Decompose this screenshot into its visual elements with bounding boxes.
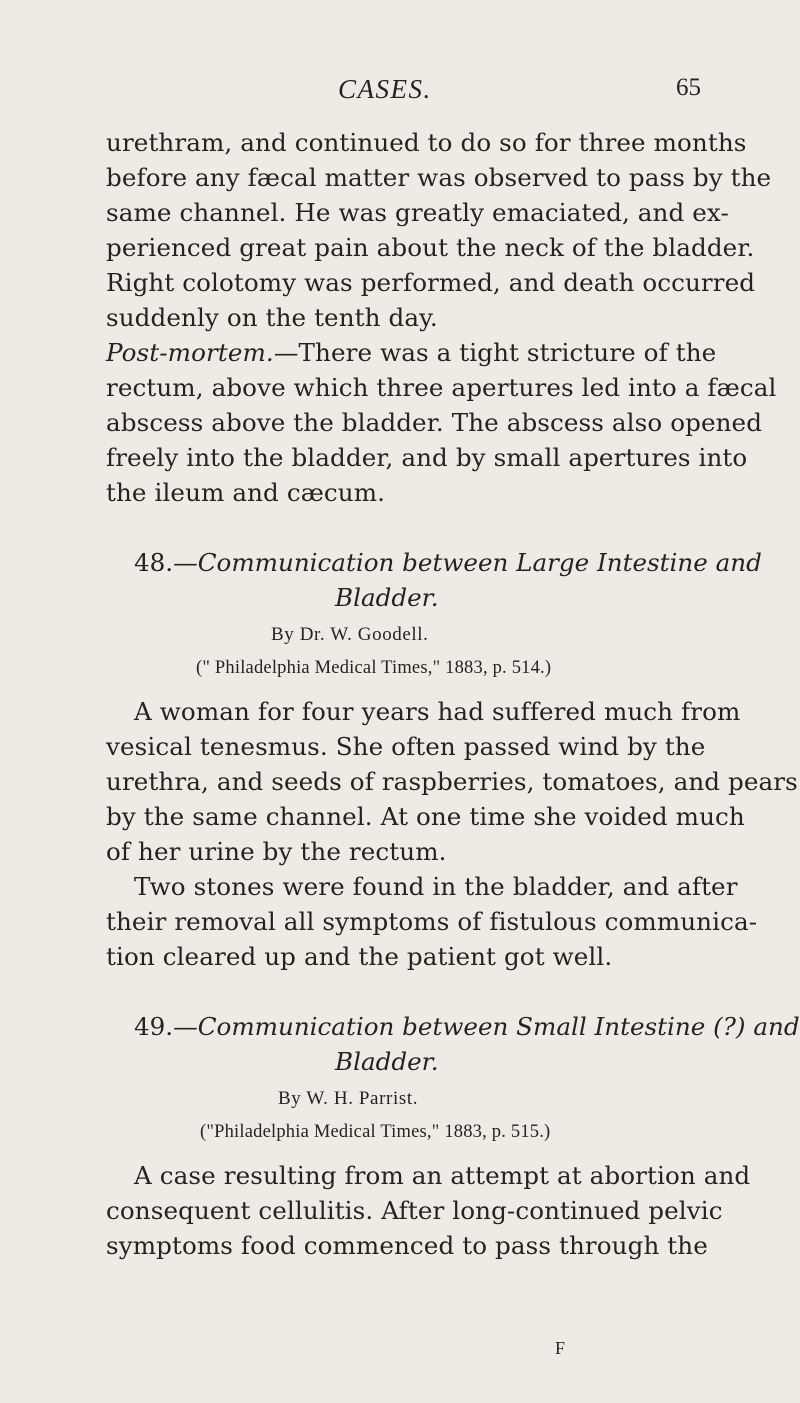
- text-line: abscess above the bladder. The abscess also opened: [106, 408, 763, 437]
- section-49-title-cont: [335, 1047, 439, 1076]
- text-line: by the same channel. At one time she voided much: [106, 802, 745, 831]
- text-line: A case resulting from an attempt at abortion and: [134, 1161, 751, 1190]
- text-line: of her urine by the rectum.: [106, 837, 447, 866]
- page-number: 65: [676, 74, 701, 101]
- text-line: urethra, and seeds of raspberries, tomatoes, and pears: [106, 767, 798, 796]
- text-line: symptoms food commenced to pass through the: [106, 1231, 708, 1260]
- section-number: 49.: [134, 1012, 174, 1041]
- text-line: [106, 338, 716, 367]
- signature-mark: F: [555, 1338, 566, 1358]
- text-span: —There was a tight stricture of the: [273, 338, 717, 367]
- text-line: tion cleared up and the patient got well.: [106, 942, 613, 971]
- text-line: Right colotomy was performed, and death occurred: [106, 268, 756, 297]
- text-line: the ileum and cæcum.: [106, 478, 386, 507]
- text-line: freely into the bladder, and by small apertures into: [106, 443, 748, 472]
- text-line: consequent cellulitis. After long-continued pelvic: [106, 1196, 723, 1225]
- text-line: A woman for four years had suffered much from: [134, 697, 741, 726]
- section-title-text: Bladder.: [335, 583, 439, 612]
- running-title: CASES.: [338, 74, 432, 104]
- text-line: rectum, above which three apertures led into a fæcal: [106, 373, 777, 402]
- section-48-title-cont: [335, 583, 439, 612]
- section-title-text: —Communication between Small Intestine (?) and: [173, 1012, 800, 1041]
- section-49-title: [134, 1012, 800, 1041]
- text-line: before any fæcal matter was observed to pass by the: [106, 163, 772, 192]
- section-48-byline: By Dr. W. Goodell.: [271, 624, 429, 645]
- section-49-byline: By W. H. Parrist.: [278, 1088, 419, 1109]
- section-48-citation: (" Philadelphia Medical Times," 1883, p. 514.): [196, 658, 552, 678]
- text-line: suddenly on the tenth day.: [106, 303, 438, 332]
- text-line: urethram, and continued to do so for three months: [106, 128, 747, 157]
- section-title-text: Bladder.: [335, 1047, 439, 1076]
- post-mortem-heading: Post-mortem.: [106, 338, 274, 367]
- section-48-title: [134, 548, 762, 577]
- text-line: same channel. He was greatly emaciated, and ex-: [106, 198, 729, 227]
- text-line: vesical tenesmus. She often passed wind by the: [106, 732, 706, 761]
- section-title-text: —Communication between Large Intestine and: [173, 548, 762, 577]
- text-line: Two stones were found in the bladder, and after: [134, 872, 738, 901]
- section-49-citation: ("Philadelphia Medical Times," 1883, p. 515.): [200, 1122, 551, 1142]
- section-number: 48.: [134, 548, 174, 577]
- text-line: their removal all symptoms of fistulous communica-: [106, 907, 758, 936]
- text-line: perienced great pain about the neck of the bladder.: [106, 233, 755, 262]
- running-head: [0, 74, 800, 114]
